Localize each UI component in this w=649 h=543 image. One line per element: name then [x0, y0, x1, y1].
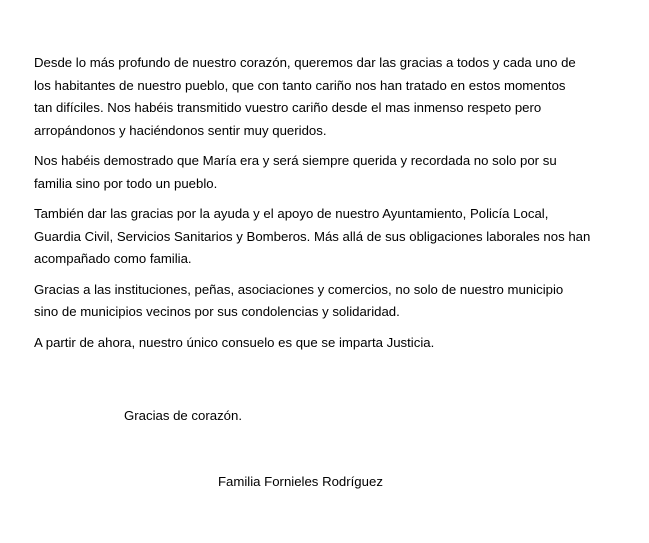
paragraph-maria: Nos habéis demostrado que María era y será siempre querida y recordada no solo por su familia sino por todo un pueblo.	[34, 153, 557, 191]
closing-line: Gracias de corazón.	[124, 408, 243, 423]
paragraph-justice: A partir de ahora, nuestro único consuelo es que se imparta Justicia.	[34, 334, 435, 350]
letter-body	[34, 52, 619, 362]
paragraph-authorities: También dar las gracias por la ayuda y el apoyo de nuestro Ayuntamiento, Policía Local, Guardia Civil, Servicios Sanitarios y Bomberos. Más allá de sus obligaciones laborales nos han acompañado como familia.	[34, 206, 591, 266]
paragraph-thanks: Desde lo más profundo de nuestro corazón, queremos dar las gracias a todos y cada uno de los habitantes de nuestro pueblo, que con tanto cariño nos han tratado en estos momentos tan difíciles. Nos habéis transmitido vuestro cariño desde el mas inmenso respeto pero arropándonos y haciéndonos sentir muy queridos.	[34, 55, 576, 138]
paragraph-institutions: Gracias a las instituciones, peñas, asociaciones y comercios, no solo de nuestro municipio sino de municipios vecinos por sus condolencias y solidaridad.	[34, 281, 564, 319]
signature-line: Familia Fornieles Rodríguez	[218, 474, 383, 489]
